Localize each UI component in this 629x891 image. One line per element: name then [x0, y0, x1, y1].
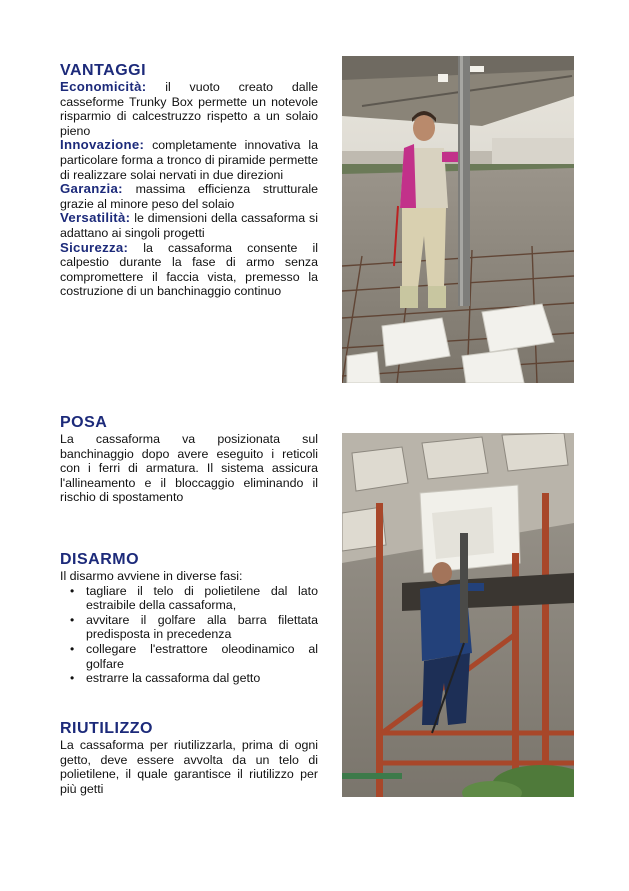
disarmo-heading: DISARMO [60, 551, 140, 568]
disarmo-intro: Il disarmo avviene in diverse fasi: [60, 569, 243, 583]
vantaggi-item-garanzia [60, 182, 318, 211]
disarmo-steps [60, 584, 318, 686]
vantaggi-item-innovazione [60, 138, 318, 182]
posa-text: La cassaforma va posizionata sul banchinaggio dopo avere eseguito i reticoli con i ferri di armatura. Il sistema assicura l'allineamento e il bloccaggio eliminando il rischio di spostamento [60, 432, 318, 505]
section-riutilizzo [60, 720, 318, 796]
list-item: • avvitare il golfare alla barra filettata predisposta in precedenza [86, 613, 318, 642]
photo-formwork-removal [342, 433, 574, 797]
term-label: Sicurezza: [60, 239, 129, 255]
section-vantaggi [60, 62, 318, 299]
vantaggi-item-economicita [60, 80, 318, 138]
term-label: Economicità: [60, 79, 147, 94]
term-label: Versatilità: [60, 210, 131, 226]
term-description: la cassaforma consente il calpestio durante la fase di armo senza compromettere il faccia vista, premesso la costruzione di un banchinaggio continuo [60, 240, 318, 299]
list-item: • collegare l'estrattore oleodinamico al golfare [86, 642, 318, 671]
photo-concrete-pouring [342, 56, 574, 383]
riutilizzo-text: La cassaforma per riutilizzarla, prima di ogni getto, deve essere avvolta da un telo di polietilene, il quale garantisce il riutilizzo per più getti [60, 738, 318, 796]
vantaggi-item-sicurezza [60, 241, 318, 299]
vantaggi-heading: VANTAGGI [60, 62, 147, 79]
riutilizzo-heading: RIUTILIZZO [60, 720, 153, 737]
section-posa [60, 414, 318, 505]
posa-heading: POSA [60, 414, 108, 431]
list-item: • tagliare il telo di polietilene dal lato estraibile della cassaforma, [86, 584, 318, 613]
term-description: massima efficienza strutturale grazie al minore peso del solaio [60, 182, 318, 211]
term-label: Innovazione: [60, 137, 145, 153]
section-disarmo [60, 551, 318, 686]
list-item: • estrarre la cassaforma dal getto [86, 671, 318, 686]
vantaggi-item-versatilita [60, 211, 318, 240]
term-description: le dimensioni della cassaforma si adattano ai singoli progetti [60, 211, 318, 240]
term-label: Garanzia: [60, 181, 123, 197]
term-description: completamente innovativa la particolare forma a tronco di piramide permette di realizzare solai nervati in due direzioni [60, 138, 318, 182]
term-description: il vuoto creato dalle casseforme Trunky Box permette un notevole risparmio di calcestruzzo rispetto a un solaio pieno [60, 80, 318, 138]
